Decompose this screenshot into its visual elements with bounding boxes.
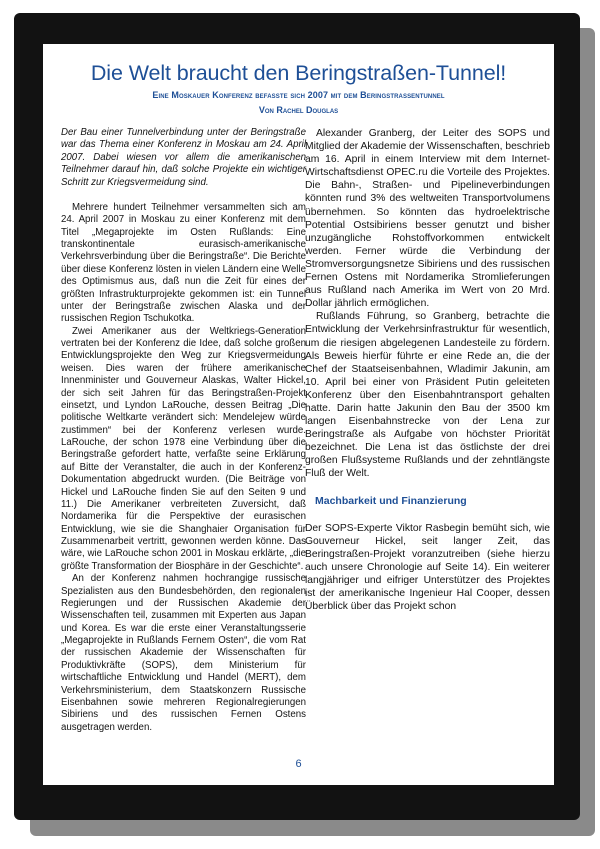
paragraph: Zwei Amerikaner aus der Weltkriegs-Generation vertraten bei der Konferenz die Idee, daß solche großen Entwicklungsprojekte den Weg zur Kriegsvermeidung weisen. Dies waren der frühere amerikanische Innenminister und Gouverneur Alaskas, Walter Hickel, der sich seit Jahren für das Beringstraßen-Projekt einsetzt, und Lyndon LaRouche, dessen Beitrag „Die politische Weltkarte verändert sich: Mendelejew würde zustimmen“ bei der Konferenz verlesen wurde. LaRouche, der schon 1978 eine Verbindung über die Beringstraße gefordert hatte, verfaßte seine Erklärung auf Bitte der Veranstalter, die auch in der Konferenz-Dokumentation abgedruckt wurden. (Die Beiträge von Hickel und LaRouche finden Sie auf den Seiten 9 und 11.) Die Amerikaner verbreiteten Zuversicht, daß Nordamerika für die Perspektive der eurasischen Entwicklung, wie sie die Shanghaier Organisation für Zusammenarbeit vertritt, gewonnen werden könne. Das wäre, wie LaRouche schon 2001 in Moskau erklärte, „die größte Transformation der Biosphäre in der Geschichte“. [61,325,306,572]
right-column [305,127,550,613]
paragraph: Rußlands Führung, so Granberg, betrachte die Entwicklung der Verkehrsinfrastruktur für wesentlich, um die riesigen abgelegenen Landesteile zu fördern. Als Beweis hierfür führte er eine Rede an, die der Chef der Staatseisenbahnen, Wladimir Jakunin, am 10. April bei einer von Präsident Putin geleiteten Konferenz über den Eisenbahntransport gehalten hatte. Darin hatte Jakunin den Bau der 3500 km langen Eisenbahnstrecke von der Lena zur Beringstraße als Aufgabe von höchster Priorität bezeichnet. Die Lena ist das östlichste der drei großen Flußsysteme Rußlands und der zehntlängste Fluß der Welt. [305,311,550,480]
paragraph: An der Konferenz nahmen hochrangige russische Spezialisten aus den Bundesbehörden, den regionalen Regierungen und der Russischen Akademie der Wissenschaften teil, zusammen mit Experten aus Japan und Korea. Es war die erste einer Veranstaltungsserie „Megaprojekte in Rußlands Fernem Osten“, die vom Rat der russischen Akademie der Wissenschaften für Produktivkräfte (SOPS), dem Ministerium für wirtschaftliche Entwicklung und Handel (MERT), dem Verkehrsministerium, dem Staatskonzern Russische Eisenbahnen sowie mehreren Regionalregierungen Sibiriens und des russischen Fernen Ostens ausgetragen werden. [61,573,306,733]
left-column [61,127,306,734]
page-number: 6 [295,758,302,770]
article-title: Die Welt braucht den Beringstraßen-Tunnel! [90,61,507,85]
paragraph: Mehrere hundert Teilnehmer versammelten sich am 24. April 2007 in Moskau zu einer Konferenz mit dem Titel „Megaprojekte im Osten Rußlands: Eine transkontinentale eurasisch-amerikanische Verkehrsverbindung über die Beringstraße“. Die Berichte über diese Konferenz lösten in vielen Ländern eine Welle des Optimismus aus, daß nun die Zeit für eines der größten Infrastrukturprojekte gekommen ist: ein Tunnel unter der Beringstraße zwischen Alaska und der russischen Region Tschukotka. [61,201,306,325]
article-lead: Der Bau einer Tunnelverbindung unter der Beringstraße war das Thema einer Konferenz in Moskau am 24. April 2007. Dabei wiesen vor allem die amerikanischen Teilnehmer darauf hin, daß solche Projekte ein wichtiger Schritt zur Kriegsvermeidung sind. [61,127,306,188]
paragraph: Der SOPS-Experte Viktor Rasbegin bemüht sich, wie Gouverneur Hickel, seit langer Zeit, das Beringstraßen-Projekt voranzutreiben (siehe hierzu auch unsere Chronologie auf Seite 14). Ein weiterer langjähriger und eifriger Unterstützer des Projektes ist der amerikanische Ingenieur Hal Cooper, dessen Überblick über das Projekt schon [305,522,550,613]
section-heading: Machbarkeit und Finanzierung [315,494,467,507]
article-subtitle: Eine Moskauer Konferenz befasste sich 2007 mit dem Beringstrassentunnel [152,90,445,100]
document-page [43,44,554,785]
paragraph: Alexander Granberg, der Leiter des SOPS und Mitglied der Akademie der Wissenschaften, beschrieb am 16. April in einem Interview mit dem Internet-Wirtschaftsdienst OPEC.ru die Vorteile des Projektes. Die Bahn-, Straßen- und Pipelineverbindungen könnten rund 3% des weltweiten Transportvolumens übernehmen. So könnten das hydroelektrische Potential Ostsibiriens besser genutzt und bisher unzugängliche Rohstoffvorkommen entwickelt werden. Ferner würde die Verbindung der Stromversorgungsnetze Sibiriens und des russischen Fernen Ostens mit Nordamerika Stromlieferungen aus Rußland nach Amerika im Wert von 20 Mrd. Dollar jährlich ermöglichen. [305,128,550,310]
article-author: Von Rachel Douglas [258,105,339,115]
